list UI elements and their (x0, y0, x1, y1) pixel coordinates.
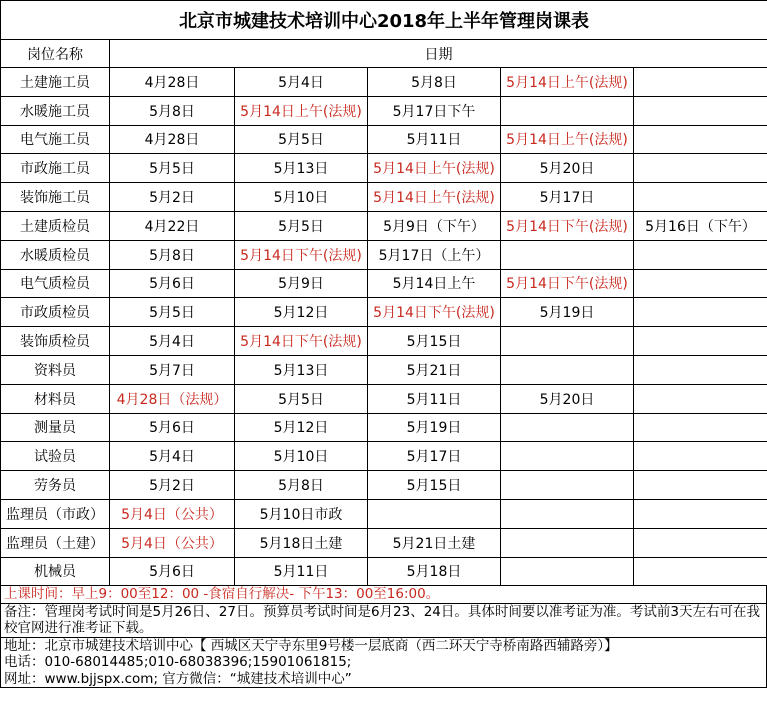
date-cell: 5月14日上午 (368, 269, 501, 298)
table-row (1, 68, 767, 97)
table-row (1, 298, 767, 327)
table-row (1, 327, 767, 356)
position-name-cell: 水暖质检员 (1, 240, 110, 269)
position-name-cell: 市政质检员 (1, 298, 110, 327)
table-row (1, 355, 767, 384)
date-cell (634, 154, 767, 183)
date-cell: 5月15日 (368, 471, 501, 500)
date-cell: 5月14日下午(法规) (501, 211, 634, 240)
date-cell (501, 413, 634, 442)
date-cell: 4月28日 (110, 68, 235, 97)
class-time-block (1, 586, 766, 603)
date-cell: 5月10日市政 (235, 499, 368, 528)
date-cell: 5月4日 (110, 327, 235, 356)
date-cell (634, 355, 767, 384)
contact-block (1, 637, 766, 688)
table-row (1, 384, 767, 413)
table-row (1, 557, 767, 586)
date-cell: 5月6日 (110, 557, 235, 586)
date-cell (634, 557, 767, 586)
header-position: 岗位名称 (1, 40, 110, 68)
date-cell (501, 471, 634, 500)
date-cell: 5月14日下午(法规) (368, 298, 501, 327)
date-cell: 5月12日 (235, 298, 368, 327)
date-cell: 5月11日 (368, 384, 501, 413)
date-cell (634, 96, 767, 125)
date-cell (368, 499, 501, 528)
date-cell: 5月4日（公共） (110, 499, 235, 528)
date-cell: 5月18日土建 (235, 528, 368, 557)
date-cell: 5月14日下午(法规) (501, 269, 634, 298)
website-note: 网址：www.bjjspx.com; 官方微信：“城建技术培训中心” (4, 670, 352, 687)
date-cell (634, 499, 767, 528)
date-cell: 5月14日上午(法规) (235, 96, 368, 125)
date-cell (501, 355, 634, 384)
phone-note: 电话：010-68014485;010-68038396;15901061815; (4, 654, 352, 671)
date-cell (501, 96, 634, 125)
date-cell: 5月20日 (501, 154, 634, 183)
table-row (1, 240, 767, 269)
date-cell: 4月22日 (110, 211, 235, 240)
table-row (1, 183, 767, 212)
date-cell: 5月16日（下午） (634, 211, 767, 240)
date-cell: 5月15日 (368, 327, 501, 356)
date-cell: 5月19日 (501, 298, 634, 327)
date-cell (634, 471, 767, 500)
date-cell: 5月14日上午(法规) (368, 154, 501, 183)
class-time-note: 上课时间：早上9：00至12：00 -食宿自行解决- 下午13：00至16:00。 (4, 586, 440, 603)
date-cell: 5月17日 (501, 183, 634, 212)
date-cell (501, 499, 634, 528)
table-row (1, 96, 767, 125)
table-row (1, 154, 767, 183)
address-note: 地址：北京市城建技术培训中心【 西城区天宁寺东里9号楼一层底商（西二环天宁寺桥南路西辅路旁）】 (4, 637, 618, 654)
date-cell (634, 240, 767, 269)
date-cell: 5月18日 (368, 557, 501, 586)
date-cell (634, 327, 767, 356)
date-cell: 5月17日 (368, 442, 501, 471)
table-row (1, 125, 767, 154)
date-cell (634, 384, 767, 413)
table-row (1, 211, 767, 240)
table-row (1, 499, 767, 528)
date-cell (634, 298, 767, 327)
date-cell: 5月14日上午(法规) (368, 183, 501, 212)
position-name-cell: 劳务员 (1, 471, 110, 500)
date-cell: 5月6日 (110, 269, 235, 298)
date-cell (501, 442, 634, 471)
remark-note: 备注：管理岗考试时间是5月26日、27日。预算员考试时间是6月23、24日。具体时间要以准考证为准。考试前3天左右可在我校官网进行准考证下载。 (4, 603, 760, 637)
date-cell: 5月2日 (110, 471, 235, 500)
date-cell: 4月28日（法规） (110, 384, 235, 413)
date-cell: 5月8日 (110, 240, 235, 269)
table-row (1, 471, 767, 500)
position-name-cell: 监理员（土建） (1, 528, 110, 557)
date-cell: 4月28日 (110, 125, 235, 154)
date-cell: 5月4日 (110, 442, 235, 471)
date-cell: 5月10日 (235, 183, 368, 212)
date-cell: 5月17日下午 (368, 96, 501, 125)
date-cell: 5月8日 (110, 96, 235, 125)
date-cell: 5月21日 (368, 355, 501, 384)
table-row (1, 528, 767, 557)
position-name-cell: 土建施工员 (1, 68, 110, 97)
date-cell: 5月19日 (368, 413, 501, 442)
table-row (1, 413, 767, 442)
date-cell: 5月4日（公共） (110, 528, 235, 557)
date-cell: 5月11日 (235, 557, 368, 586)
date-cell: 5月5日 (110, 298, 235, 327)
date-cell: 5月9日 (235, 269, 368, 298)
date-cell: 5月14日上午(法规) (501, 68, 634, 97)
date-cell: 5月5日 (110, 154, 235, 183)
date-cell: 5月14日上午(法规) (501, 125, 634, 154)
date-cell: 5月4日 (235, 68, 368, 97)
date-cell (634, 68, 767, 97)
date-cell: 5月9日（下午） (368, 211, 501, 240)
page-title: 北京市城建技术培训中心2018年上半年管理岗课表 (1, 1, 767, 40)
position-name-cell: 电气质检员 (1, 269, 110, 298)
position-name-cell: 市政施工员 (1, 154, 110, 183)
date-cell: 5月7日 (110, 355, 235, 384)
date-cell: 5月5日 (235, 384, 368, 413)
date-cell: 5月8日 (368, 68, 501, 97)
date-cell: 5月13日 (235, 355, 368, 384)
date-cell (501, 557, 634, 586)
date-cell (634, 269, 767, 298)
date-cell: 5月2日 (110, 183, 235, 212)
date-cell (501, 528, 634, 557)
position-name-cell: 装饰质检员 (1, 327, 110, 356)
date-cell: 5月20日 (501, 384, 634, 413)
date-cell: 5月14日下午(法规) (235, 327, 368, 356)
date-cell: 5月12日 (235, 413, 368, 442)
notes-section (0, 586, 767, 688)
position-name-cell: 测量员 (1, 413, 110, 442)
date-cell: 5月8日 (235, 471, 368, 500)
date-cell (634, 125, 767, 154)
position-name-cell: 土建质检员 (1, 211, 110, 240)
position-name-cell: 监理员（市政） (1, 499, 110, 528)
date-cell (634, 442, 767, 471)
date-cell (501, 327, 634, 356)
position-name-cell: 资料员 (1, 355, 110, 384)
table-row (1, 269, 767, 298)
position-name-cell: 水暖施工员 (1, 96, 110, 125)
table-row (1, 442, 767, 471)
date-cell (634, 183, 767, 212)
date-cell: 5月14日下午(法规) (235, 240, 368, 269)
position-name-cell: 装饰施工员 (1, 183, 110, 212)
date-cell: 5月17日（上午） (368, 240, 501, 269)
position-name-cell: 试验员 (1, 442, 110, 471)
header-date: 日期 (110, 40, 767, 68)
date-cell (634, 413, 767, 442)
date-cell: 5月11日 (368, 125, 501, 154)
position-name-cell: 材料员 (1, 384, 110, 413)
date-cell: 5月21日土建 (368, 528, 501, 557)
date-cell (501, 240, 634, 269)
date-cell: 5月5日 (235, 211, 368, 240)
date-cell: 5月13日 (235, 154, 368, 183)
position-name-cell: 机械员 (1, 557, 110, 586)
remark-block (1, 603, 766, 637)
position-name-cell: 电气施工员 (1, 125, 110, 154)
date-cell (634, 528, 767, 557)
date-cell: 5月10日 (235, 442, 368, 471)
date-cell: 5月5日 (235, 125, 368, 154)
date-cell: 5月6日 (110, 413, 235, 442)
